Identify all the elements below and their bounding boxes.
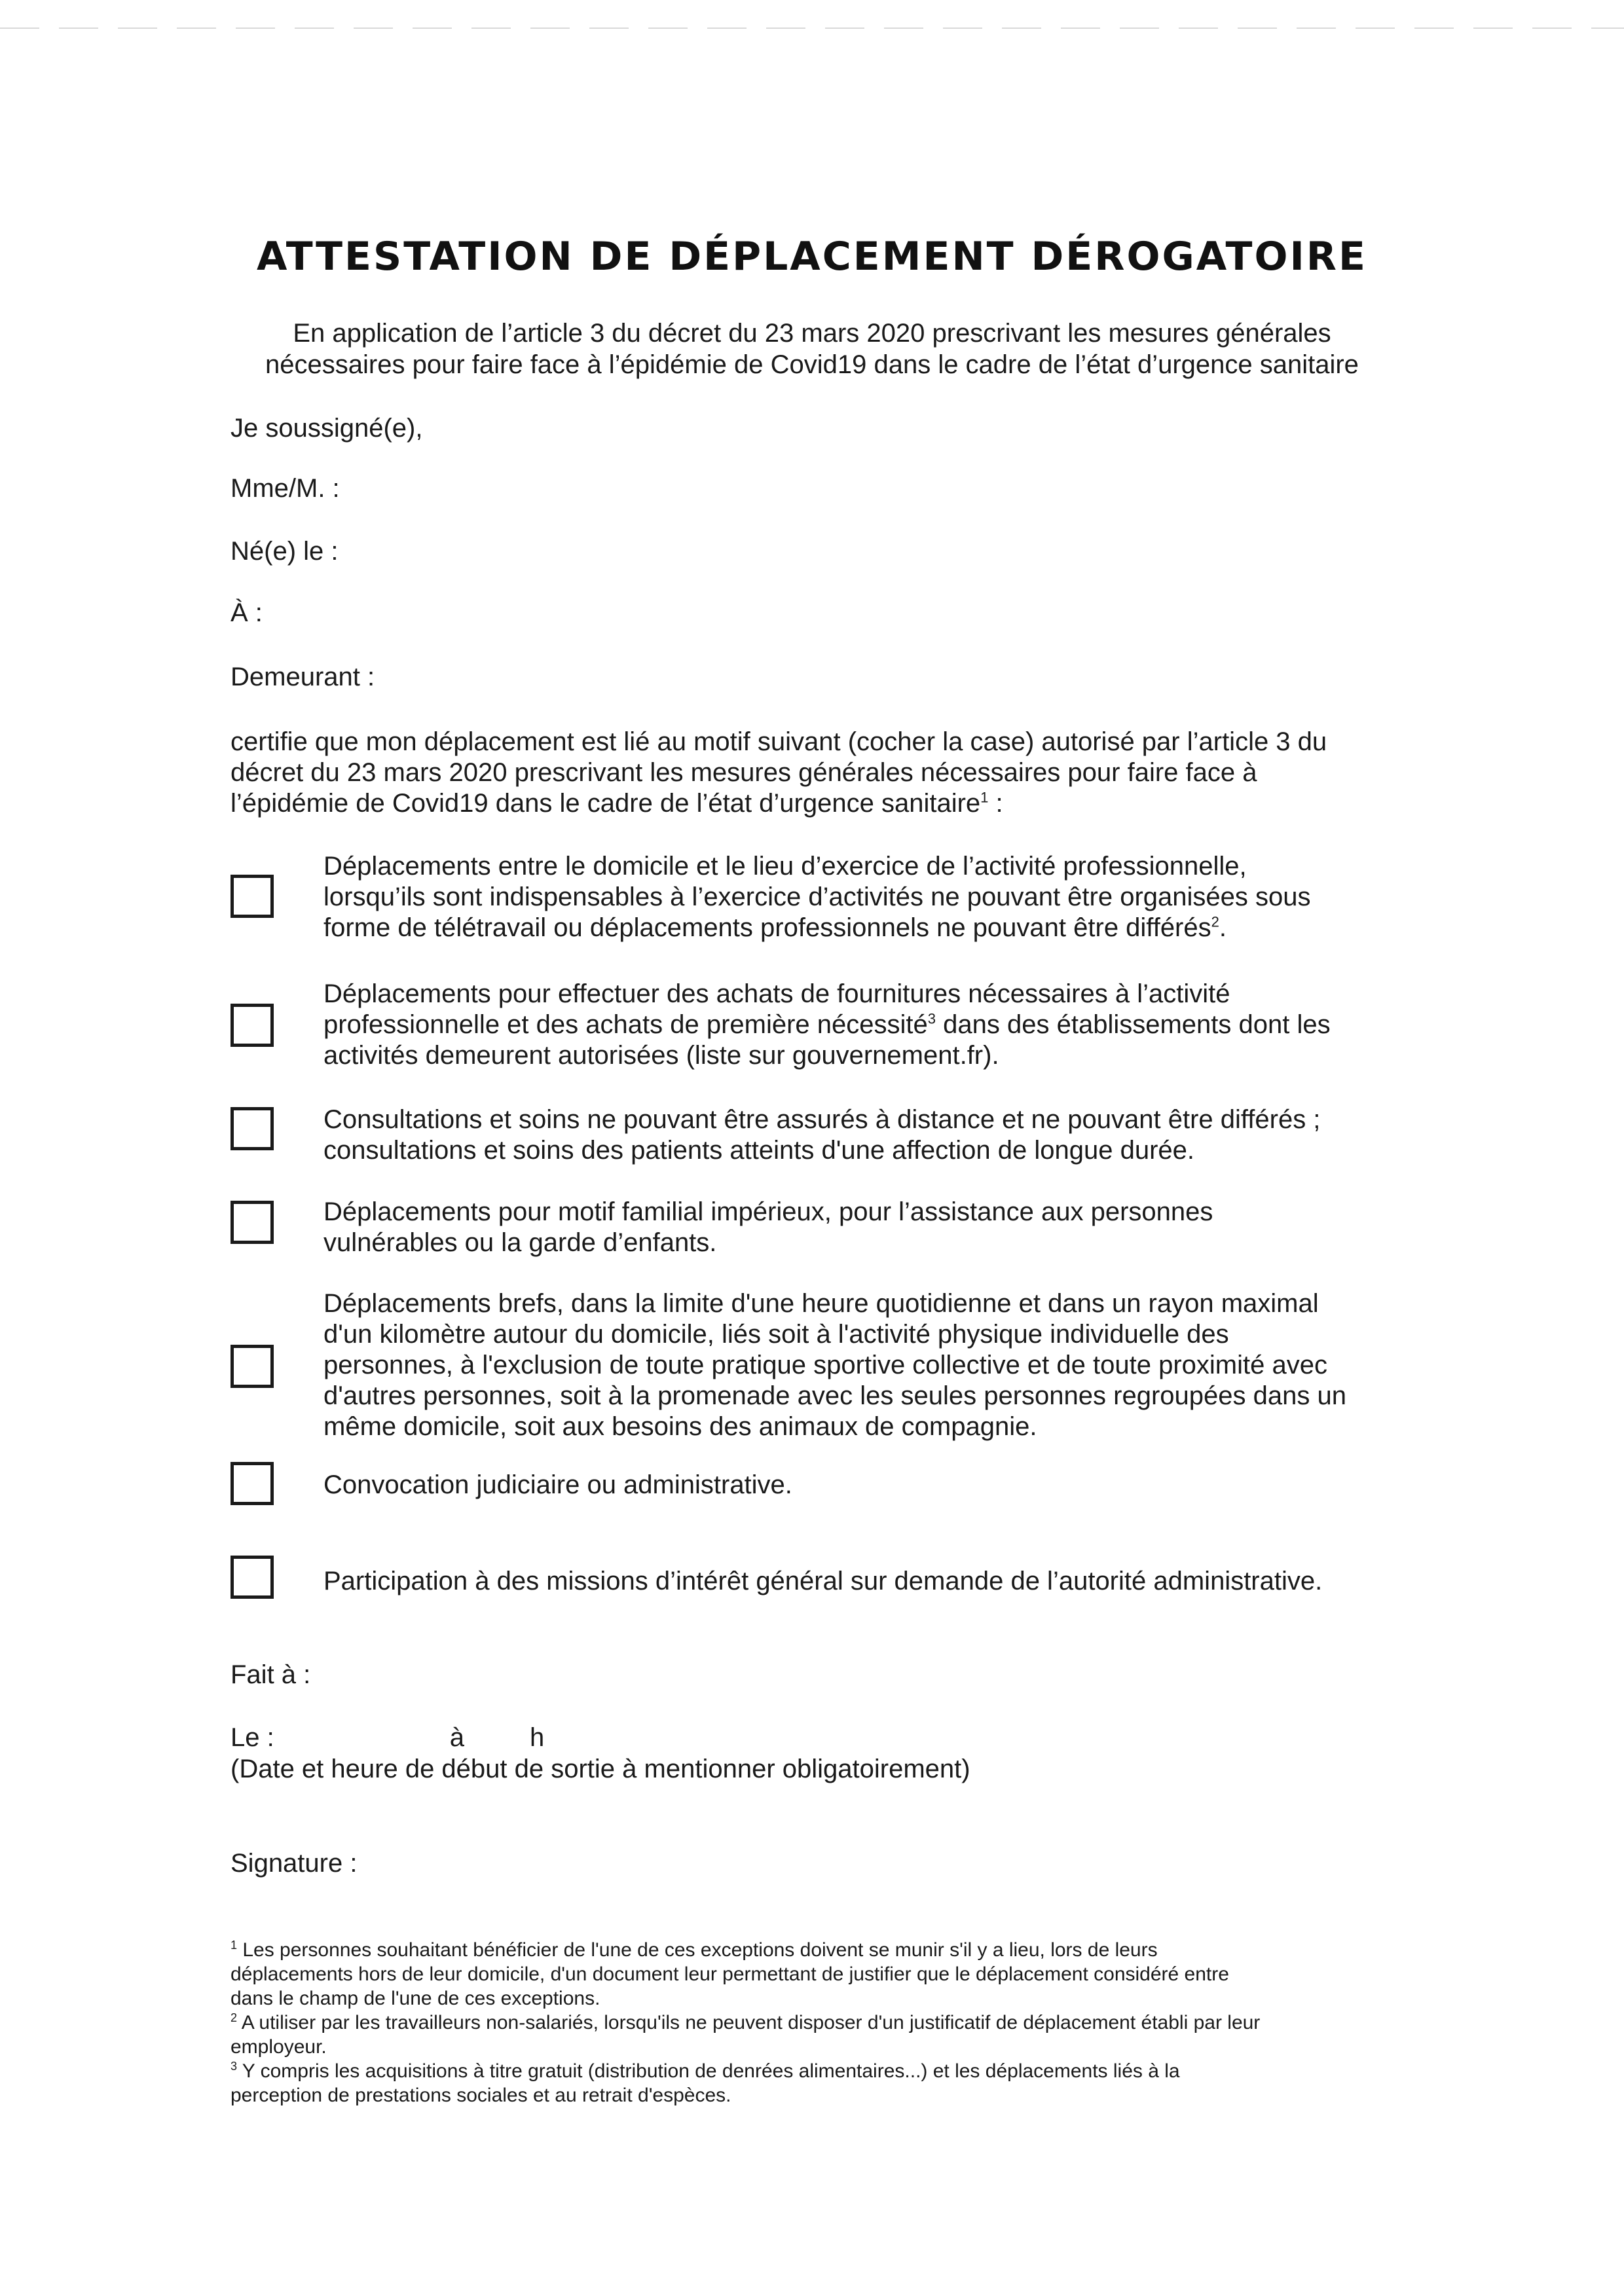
- motif-summons-text: Convocation judiciaire ou administrative.: [323, 1470, 792, 1499]
- motif-work-checkbox[interactable]: [231, 875, 274, 918]
- date-time-line: [231, 1722, 544, 1753]
- certification-line: l’épidémie de Covid19 dans le cadre de l’état d’urgence sanitaire$^1$ :: [231, 789, 1003, 818]
- page-title: ATTESTATION DE DÉPLACEMENT DÉROGATOIRE: [257, 234, 1367, 280]
- date-label: Le :: [231, 1723, 274, 1752]
- place-signed-label: Fait à :: [231, 1660, 311, 1689]
- date-time-note: (Date et heure de début de sortie à mentionner obligatoirement): [231, 1755, 970, 1783]
- footnote-ref: 1: [980, 789, 989, 806]
- certification-line: décret du 23 mars 2020 prescrivant les mesures générales nécessaires pour faire face à: [231, 758, 1257, 787]
- motif-health-checkbox[interactable]: [231, 1107, 274, 1150]
- footnote-ref: 3: [927, 1010, 936, 1027]
- motif-exercise-text: Déplacements brefs, dans la limite d'une heure quotidienne et dans un rayon maximal d'un kilomètre autour du domicile, liés soit à l'activité physique individuelle des personnes, à l'exclusion de toute pratique sportive collective et de toute proximité avec d'autres personnes, soit à la promenade avec les seules personnes regroupées dans un même domicile, soit aux besoins des animaux de compagnie.: [323, 1289, 1346, 1441]
- footnote-ref: 2: [1211, 913, 1219, 930]
- footnote-3: $^3$ Y compris les acquisitions à titre gratuit (distribution de denrées alimentaires...) et les déplacements liés à la perception de prestations sociales et au retrait d'espèces.: [231, 2060, 1180, 2106]
- hour-label: h: [529, 1723, 545, 1752]
- birthdate-field-label: Né(e) le :: [231, 537, 339, 566]
- motif-family-text: Déplacements pour motif familial impérieux, pour l’assistance aux personnes vulnérables ou la garde d’enfants.: [323, 1197, 1213, 1257]
- motif-purchases-text: Déplacements pour effectuer des achats de fournitures nécessaires à l’activité professionnelle et des achats de première nécessité$^3$ dans des établissements dont les activités demeurent autorisées (liste sur gouvernement.fr).: [323, 979, 1331, 1070]
- legal-reference-line: nécessaires pour faire face à l’épidémie de Covid19 dans le cadre de l’état d’urgence sanitaire: [265, 350, 1359, 379]
- footnotes: [231, 1938, 1409, 2107]
- legal-reference: [131, 318, 1493, 380]
- motif-family-checkbox[interactable]: [231, 1201, 274, 1244]
- footnote-1: $^1$ Les personnes souhaitant bénéficier de l'une de ces exceptions doivent se munir s'il y a lieu, lors de leurs déplacements hors de leur domicile, d'un document leur permettant de justifier que le déplacement considéré entre dans le champ de l'une de ces exceptions.: [231, 1939, 1229, 2009]
- legal-reference-line: En application de l’article 3 du décret du 23 mars 2020 prescrivant les mesures générales: [293, 319, 1331, 348]
- scan-edge-line: [0, 27, 1624, 29]
- birthplace-field-label: À :: [231, 598, 263, 627]
- motif-summons-checkbox[interactable]: [231, 1462, 274, 1505]
- soussigne-label: Je soussigné(e),: [231, 414, 423, 443]
- motif-purchases-checkbox[interactable]: [231, 1004, 274, 1047]
- name-field-label: Mme/M. :: [231, 474, 340, 503]
- motif-work-text: Déplacements entre le domicile et le lieu d’exercice de l’activité professionnelle, lorsqu’ils sont indispensables à l’exercice d’activités ne pouvant être organisées sous forme de télétravail ou déplacements professionnels ne pouvant être différés$^2$.: [323, 852, 1311, 942]
- motif-health-text: Consultations et soins ne pouvant être assurés à distance et ne pouvant être différés ; consultations et soins des patients atteints d'une affection de longue durée.: [323, 1105, 1321, 1165]
- motif-exercise-checkbox[interactable]: [231, 1345, 274, 1388]
- certification-paragraph: [231, 727, 1409, 819]
- certification-line: certifie que mon déplacement est lié au motif suivant (cocher la case) autorisé par l’article 3 du: [231, 727, 1327, 756]
- motif-general-interest-text: Participation à des missions d’intérêt général sur demande de l’autorité administrative.: [323, 1567, 1323, 1595]
- address-field-label: Demeurant :: [231, 663, 375, 691]
- time-at-label: à: [449, 1723, 464, 1752]
- motif-general-interest-checkbox[interactable]: [231, 1556, 274, 1599]
- footnote-2: $^2$ A utiliser par les travailleurs non-salariés, lorsqu'ils ne peuvent disposer d'un justificatif de déplacement établi par leur employeur.: [231, 2011, 1261, 2058]
- signature-label: Signature :: [231, 1849, 358, 1878]
